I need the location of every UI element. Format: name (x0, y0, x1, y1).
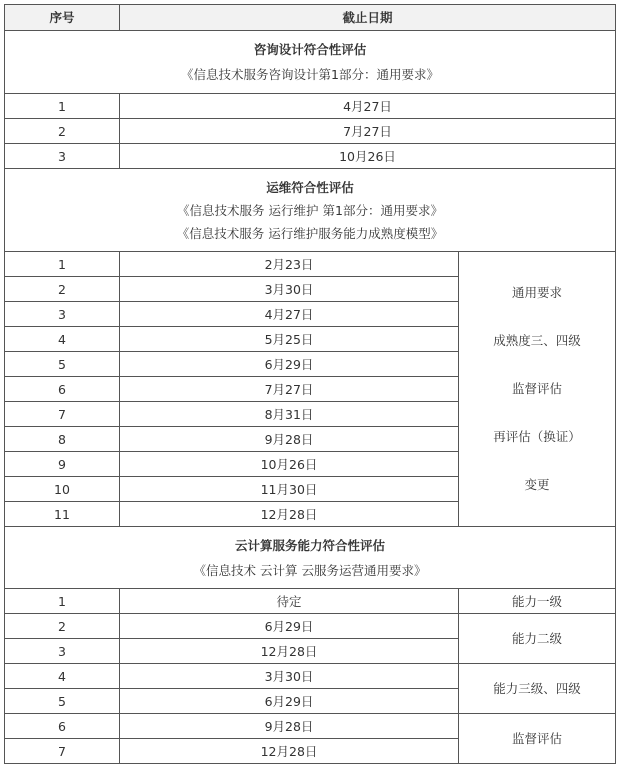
header-deadline: 截止日期 (120, 5, 616, 31)
note-supervision: 监督评估 (512, 381, 563, 396)
table-row (5, 252, 616, 277)
row-seq: 9 (5, 452, 120, 477)
note-reassessment: 再评估（换证） (493, 429, 581, 444)
row-date: 待定 (120, 589, 459, 614)
section3-header (5, 527, 616, 589)
section2-standard-1: 《信息技术服务 运行维护 第1部分：通用要求》 (177, 202, 443, 218)
row-seq: 1 (5, 589, 120, 614)
row-date: 7月27日 (120, 119, 616, 144)
row-seq: 11 (5, 502, 120, 527)
section2-header (5, 169, 616, 252)
note-change: 变更 (524, 477, 550, 492)
row-seq: 2 (5, 119, 120, 144)
row-seq: 3 (5, 144, 120, 169)
table-row (5, 664, 616, 689)
row-seq: 1 (5, 94, 120, 119)
row-seq: 3 (5, 302, 120, 327)
row-date: 12月28日 (120, 639, 459, 664)
row-seq: 2 (5, 277, 120, 302)
section-header-row (5, 527, 616, 589)
row-seq: 7 (5, 402, 120, 427)
table-header-row (5, 5, 616, 31)
section1-title: 咨询设计符合性评估 (253, 42, 367, 57)
row-date: 6月29日 (120, 614, 459, 639)
row-date: 4月27日 (120, 94, 616, 119)
header-seq: 序号 (5, 5, 120, 31)
row-date: 3月30日 (120, 277, 459, 302)
section-header-row (5, 31, 616, 94)
note-general: 通用要求 (512, 285, 563, 300)
level-1: 能力一级 (459, 589, 616, 614)
row-date: 9月28日 (120, 714, 459, 739)
level-3-4: 能力三级、四级 (459, 664, 616, 714)
table-row (5, 589, 616, 614)
section2-standard-2: 《信息技术服务 运行维护服务能力成熟度模型》 (176, 225, 444, 241)
note-maturity: 成熟度三、四级 (493, 333, 581, 348)
row-date: 7月27日 (120, 377, 459, 402)
section2-title: 运维符合性评估 (266, 179, 354, 195)
row-date: 12月28日 (120, 739, 459, 764)
row-seq: 3 (5, 639, 120, 664)
row-seq: 4 (5, 327, 120, 352)
row-seq: 8 (5, 427, 120, 452)
level-supervision: 监督评估 (459, 714, 616, 764)
table-row (5, 714, 616, 739)
row-seq: 6 (5, 714, 120, 739)
row-date: 10月26日 (120, 452, 459, 477)
section3-title: 云计算服务能力符合性评估 (235, 537, 386, 553)
table-row (5, 144, 616, 169)
row-date: 6月29日 (120, 689, 459, 714)
row-date: 9月28日 (120, 427, 459, 452)
row-date: 12月28日 (120, 502, 459, 527)
table-row (5, 94, 616, 119)
row-seq: 4 (5, 664, 120, 689)
section1-standard-1: 《信息技术服务咨询设计第1部分：通用要求》 (181, 67, 439, 82)
deadline-table (4, 4, 616, 764)
table-row (5, 614, 616, 639)
section1-header (5, 31, 616, 94)
row-seq: 5 (5, 689, 120, 714)
row-date: 11月30日 (120, 477, 459, 502)
level-2: 能力二级 (459, 614, 616, 664)
row-date: 5月25日 (120, 327, 459, 352)
table-row (5, 119, 616, 144)
row-date: 10月26日 (120, 144, 616, 169)
section2-notes (459, 252, 616, 527)
section3-standard-1: 《信息技术 云计算 云服务运营通用要求》 (193, 562, 427, 578)
row-date: 3月30日 (120, 664, 459, 689)
section-header-row (5, 169, 616, 252)
row-date: 6月29日 (120, 352, 459, 377)
row-seq: 7 (5, 739, 120, 764)
row-seq: 10 (5, 477, 120, 502)
row-seq: 2 (5, 614, 120, 639)
row-seq: 1 (5, 252, 120, 277)
row-date: 8月31日 (120, 402, 459, 427)
row-date: 4月27日 (120, 302, 459, 327)
row-seq: 5 (5, 352, 120, 377)
row-seq: 6 (5, 377, 120, 402)
row-date: 2月23日 (120, 252, 459, 277)
